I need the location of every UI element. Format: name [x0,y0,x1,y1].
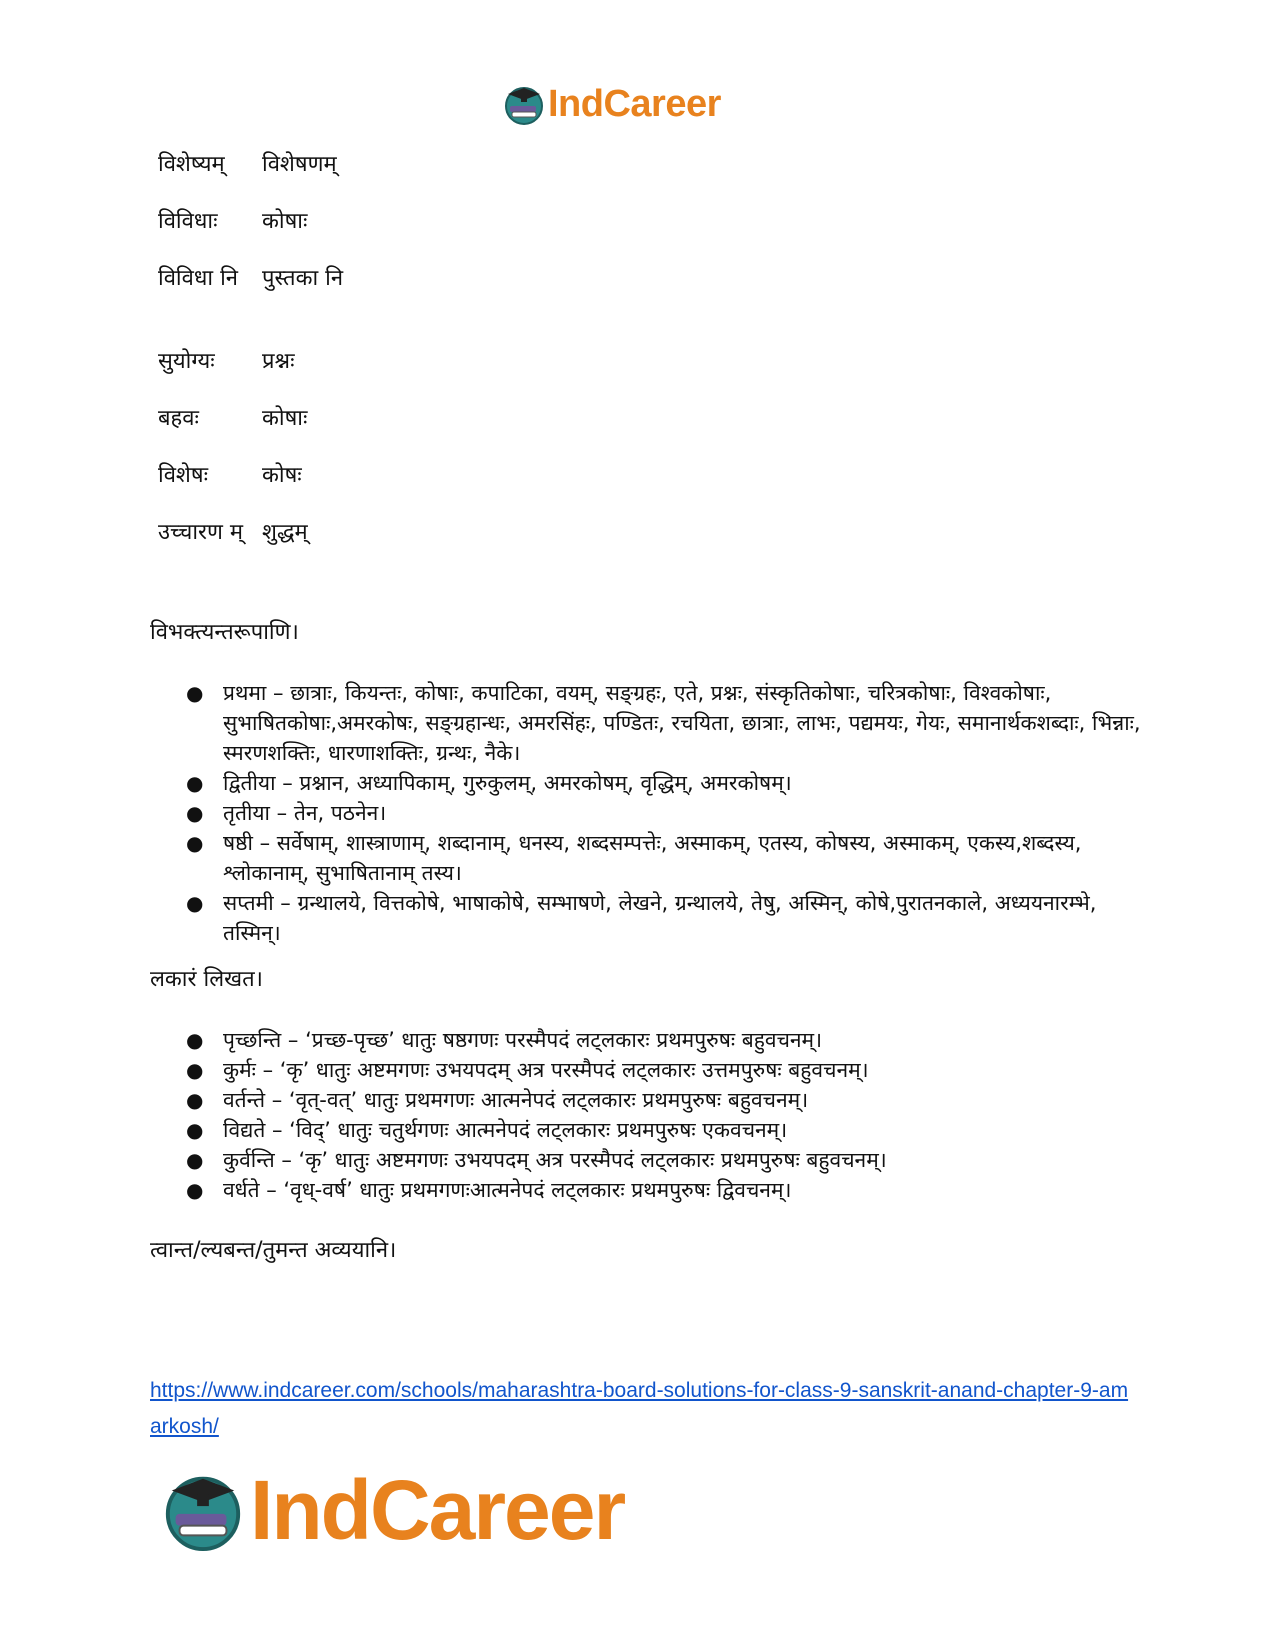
table-cell: कोषः [262,463,302,488]
table-cell: शुद्धम् [262,520,308,545]
table-cell: पुस्तका नि [262,266,344,291]
table-header-row [158,150,372,207]
footer-logo [160,1462,624,1558]
logo-wordmark: IndCareer [250,1462,625,1557]
table-cell: विशेषः [158,463,209,488]
list-item [150,1085,1150,1115]
table-cell: उच्चारण म् [158,520,244,545]
section-heading-vibhakti: विभक्त्यन्तरूपाणि। [150,620,299,645]
table-header-cell: विशेष्यम् [158,152,225,177]
list-item-text: वर्तन्ते – ‘वृत्-वत्’ धातुः प्रथमगणः आत्मनेपदं लट्लकारः प्रथमपुरुषः बहुवचनम्। [223,1088,809,1112]
bullet-icon: ● [186,681,204,705]
list-item [150,1175,1150,1205]
list-item-text: सप्तमी – ग्रन्थालये, वित्तकोषे, भाषाकोषे, सम्भाषणे, लेखने, ग्रन्थालये, तेषु, अस्मिन्, कोषे,पुरातनकाले, अध्ययनारम्भे, तस्मिन्। [223,891,1097,945]
table-cell: विविधाः [158,209,218,234]
bullet-icon: ● [186,1118,204,1142]
list-item-text: विद्यते – ‘विद्’ धातुः चतुर्थगणः आत्मनेपदं लट्लकारः प्रथमपुरुषः एकवचनम्। [223,1118,788,1142]
logo-wordmark: IndCareer [548,82,721,125]
list-item-text: प्रथमा – छात्राः, कियन्तः, कोषाः, कपाटिका, वयम्, सङ्ग्रहः, एते, प्रश्नः, संस्कृतिकोषाः, चरित्रकोषाः, विश्वकोषाः, सुभाषितकोषाः,अमरकोषः, सङ्ग्रहान्धः, अमरसिंहः, पण्डितः, रचयिता, छात्राः, लाभः, पद्यमयः, गेयः, समानार्थकशब्दाः, भिन्नाः, स्मरणशक्तिः, धारणाशक्तिः, ग्रन्थः, नैके। [223,681,1141,765]
list-item [150,828,1150,888]
list-item-text: द्वितीया – प्रश्नान, अध्यापिकाम्, गुरुकुलम्, अमरकोषम्, वृद्धिम्, अमरकोषम्। [223,771,792,795]
globe-books-logo-icon [160,1467,246,1553]
list-item [150,1115,1150,1145]
list-item [150,768,1150,798]
list-item [150,888,1150,948]
table-cell: सुयोग्यः [158,349,215,374]
bullet-icon: ● [186,771,204,795]
globe-books-logo-icon [502,82,546,126]
table-header-cell: विशेषणम् [262,152,337,177]
table-row [158,207,372,264]
vibhakti-list [150,678,1150,948]
adjective-noun-table [158,150,372,601]
list-item-text: वर्धते – ‘वृध्-वर्ष’ धातुः प्रथमगणःआत्मनेपदं लट्लकारः प्रथमपुरुषः द्विवचनम्। [223,1178,792,1202]
list-item [150,1145,1150,1175]
lakara-list [150,1025,1150,1205]
source-page-link[interactable]: https://www.indcareer.com/schools/maharashtra-board-solutions-for-class-9-sanskrit-anand-chapter-9-amarkosh/ [150,1379,1129,1438]
table-row [158,461,372,518]
list-item-text: तृतीया – तेन, पठनेन। [223,801,387,825]
table-row [158,347,372,404]
section-heading-avyaya: त्वान्त/ल्यबन्त/तुमन्त अव्ययानि। [150,1238,397,1263]
bullet-icon: ● [186,1028,204,1052]
table-cell: कोषाः [262,209,308,234]
bullet-icon: ● [186,801,204,825]
bullet-icon: ● [186,831,204,855]
bullet-icon: ● [186,1088,204,1112]
table-row [158,404,372,461]
header-logo [502,80,721,128]
list-item [150,1025,1150,1055]
list-item [150,1055,1150,1085]
section-heading-lakara: लकारं लिखत। [150,967,263,992]
table-row [158,264,372,347]
bullet-icon: ● [186,891,204,915]
bullet-icon: ● [186,1178,204,1202]
list-item [150,678,1150,768]
list-item-text: षष्ठी – सर्वेषाम्, शास्त्राणाम्, शब्दानाम्, धनस्य, शब्दसम्पत्तेः, अस्माकम्, एतस्य, कोषस्य, अस्माकम्, एकस्य,शब्दस्य, श्लोकानाम्, सुभाषितानाम् तस्य। [223,831,1082,885]
list-item-text: कुर्वन्ति – ‘कृ’ धातुः अष्टमगणः उभयपदम् अत्र परस्मैपदं लट्लकारः प्रथमपुरुषः बहुवचनम्। [223,1148,887,1172]
table-cell: कोषाः [262,406,308,431]
list-item-text: पृच्छन्ति – ‘प्रच्छ-पृच्छ’ धातुः षष्ठगणः परस्मैपदं लट्लकारः प्रथमपुरुषः बहुवचनम्। [223,1028,823,1052]
list-item-text: कुर्मः – ‘कृ’ धातुः अष्टमगणः उभयपदम् अत्र परस्मैपदं लट्लकारः उत्तमपुरुषः बहुवचनम्। [223,1058,869,1082]
table-cell: विविधा नि [158,266,238,291]
table-row [158,518,372,601]
table-cell: प्रश्नः [262,349,295,374]
bullet-icon: ● [186,1148,204,1172]
list-item [150,798,1150,828]
table-cell: बहवः [158,406,199,431]
bullet-icon: ● [186,1058,204,1082]
